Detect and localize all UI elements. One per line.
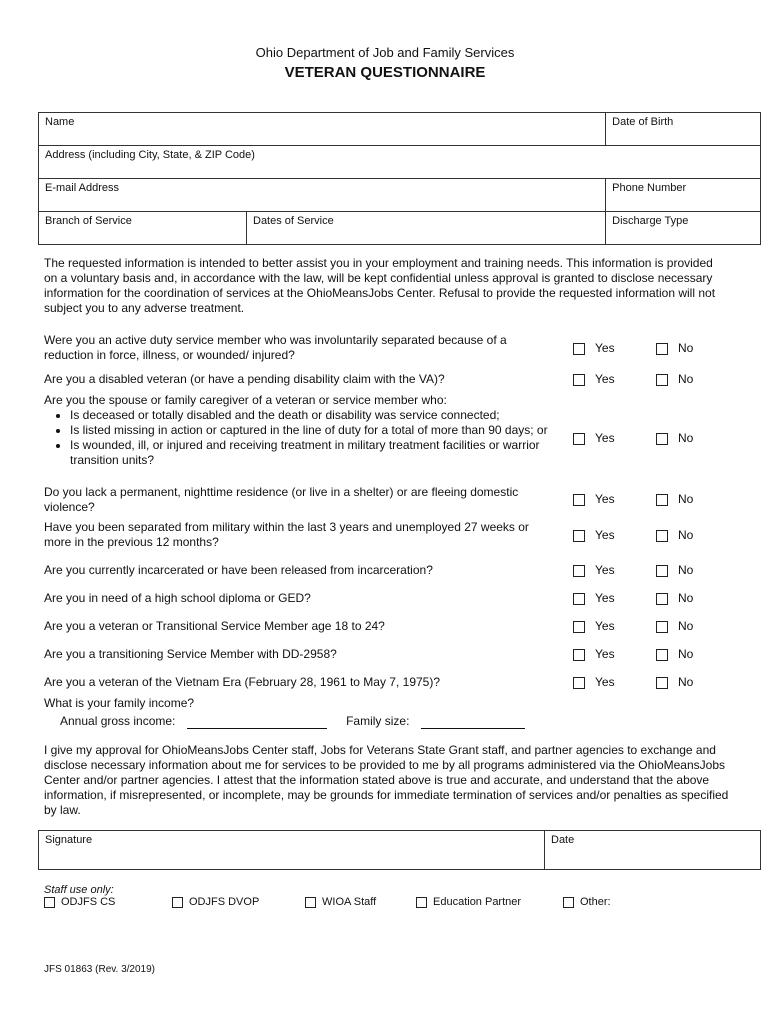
q4-yes-label: Yes xyxy=(595,492,615,506)
question-9: Are you a transitioning Service Member with DD-2958? xyxy=(44,647,337,661)
discharge-field[interactable] xyxy=(606,212,761,245)
email-label: E-mail Address xyxy=(45,182,119,194)
q5-yes-label: Yes xyxy=(595,528,615,542)
q3-bullet-2: • Is listed missing in action or captured in the line of duty for a total of more than 90 days; or xyxy=(70,423,559,438)
family-size-label: Family size: xyxy=(346,714,410,728)
phone-label: Phone Number xyxy=(612,182,687,194)
dob-field[interactable] xyxy=(606,113,761,146)
q5-no[interactable] xyxy=(656,528,693,543)
q3-no[interactable] xyxy=(656,431,693,446)
q3-bullet-3: • Is wounded, ill, or injured and receiving treatment in military treatment facilities or warrior transition units? xyxy=(70,438,559,468)
q6-yes-label: Yes xyxy=(595,563,615,577)
q10-no[interactable] xyxy=(656,675,693,690)
q3-yes[interactable] xyxy=(573,431,615,446)
wioa-checkbox[interactable] xyxy=(305,897,316,908)
q5-yes[interactable] xyxy=(573,528,615,543)
name-label: Name xyxy=(45,116,75,128)
dob-label: Date of Birth xyxy=(612,116,674,128)
question-7: Are you in need of a high school diploma or GED? xyxy=(44,591,311,605)
income-row xyxy=(60,714,560,729)
q8-no-checkbox[interactable] xyxy=(656,621,668,633)
q7-yes-checkbox[interactable] xyxy=(573,593,585,605)
q5-no-label: No xyxy=(678,528,694,542)
address-label: Address (including City, State, & ZIP Code) xyxy=(45,149,255,161)
annual-income-input[interactable] xyxy=(187,716,327,729)
q1-no-checkbox[interactable] xyxy=(656,343,668,355)
q10-yes-label: Yes xyxy=(595,675,615,689)
staff-option-education[interactable] xyxy=(416,896,521,908)
question-3 xyxy=(44,393,559,468)
q3-no-checkbox[interactable] xyxy=(656,433,668,445)
q1-yes[interactable] xyxy=(573,341,615,356)
q5-yes-checkbox[interactable] xyxy=(573,530,585,542)
income-question: What is your family income? xyxy=(44,696,195,710)
annual-income-label: Annual gross income: xyxy=(60,714,176,728)
consent-paragraph: I give my approval for OhioMeansJobs Center staff, Jobs for Veterans State Grant staff, and partner agencies to exchange and disclose necessary information about me for services to be provided to me by all programs administered via the OhioMeansJobs Center and/or partner agencies. I attest that the information stated above is true and accurate, and understand that the above information, if misrepresented, or incomplete, may be grounds for immediate termination of services and/or penalties as specified by law. xyxy=(44,743,729,817)
q6-no[interactable] xyxy=(656,563,693,578)
signature-label: Signature xyxy=(45,834,93,846)
q3-yes-checkbox[interactable] xyxy=(573,433,585,445)
q7-no-label: No xyxy=(678,591,694,605)
name-field[interactable] xyxy=(39,113,606,146)
signature-field[interactable] xyxy=(39,831,545,870)
q1-yes-label: Yes xyxy=(595,341,615,355)
personal-info-table xyxy=(38,112,761,245)
q8-no-label: No xyxy=(678,619,694,633)
q9-yes-label: Yes xyxy=(595,647,615,661)
form-title: VETERAN QUESTIONNAIRE xyxy=(284,64,486,81)
q3-bullet-1: • Is deceased or totally disabled and the death or disability was service connected; xyxy=(70,408,559,423)
q10-yes-checkbox[interactable] xyxy=(573,677,585,689)
q2-no-checkbox[interactable] xyxy=(656,374,668,386)
question-5: Have you been separated from military within the last 3 years and unemployed 27 weeks or more in the previous 12 months? xyxy=(44,520,529,549)
question-3-text: Are you the spouse or family caregiver of a veteran or service member who: xyxy=(44,393,447,407)
q6-no-label: No xyxy=(678,563,694,577)
q10-no-checkbox[interactable] xyxy=(656,677,668,689)
question-1: Were you an active duty service member who was involuntarily separated because of a reduction in force, illness, or wounded/ injured? xyxy=(44,333,507,362)
question-10: Are you a veteran of the Vietnam Era (February 28, 1961 to May 7, 1975)? xyxy=(44,675,441,689)
q10-yes[interactable] xyxy=(573,675,615,690)
q5-no-checkbox[interactable] xyxy=(656,530,668,542)
branch-label: Branch of Service xyxy=(45,215,132,227)
question-8: Are you a veteran or Transitional Service Member age 18 to 24? xyxy=(44,619,385,633)
odjfs-dvop-label: ODJFS DVOP xyxy=(189,896,260,908)
q8-no[interactable] xyxy=(656,619,693,634)
branch-field[interactable] xyxy=(39,212,247,245)
question-3-bullets xyxy=(44,408,559,468)
q8-yes-label: Yes xyxy=(595,619,615,633)
question-6: Are you currently incarcerated or have been released from incarceration? xyxy=(44,563,433,577)
q7-yes-label: Yes xyxy=(595,591,615,605)
staff-option-odjfs-cs[interactable] xyxy=(44,896,115,908)
email-field[interactable] xyxy=(39,179,606,212)
family-size-input[interactable] xyxy=(421,716,525,729)
odjfs-cs-label: ODJFS CS xyxy=(61,896,116,908)
q4-no[interactable] xyxy=(656,492,693,507)
staff-option-wioa[interactable] xyxy=(305,896,376,908)
q1-no-label: No xyxy=(678,341,694,355)
odjfs-dvop-checkbox[interactable] xyxy=(172,897,183,908)
signature-table xyxy=(38,830,761,870)
q2-no-label: No xyxy=(678,372,694,386)
staff-option-odjfs-dvop[interactable] xyxy=(172,896,259,908)
dates-field[interactable] xyxy=(247,212,606,245)
other-label: Other: xyxy=(580,896,611,908)
q2-yes-label: Yes xyxy=(595,372,615,386)
q6-yes[interactable] xyxy=(573,563,615,578)
education-checkbox[interactable] xyxy=(416,897,427,908)
staff-use-label: Staff use only: xyxy=(44,884,114,896)
education-label: Education Partner xyxy=(433,896,522,908)
q1-no[interactable] xyxy=(656,341,693,356)
q9-yes[interactable] xyxy=(573,647,615,662)
q9-yes-checkbox[interactable] xyxy=(573,649,585,661)
odjfs-cs-checkbox[interactable] xyxy=(44,897,55,908)
staff-option-other[interactable] xyxy=(563,896,611,908)
q4-yes-checkbox[interactable] xyxy=(573,494,585,506)
signature-date-field[interactable] xyxy=(545,831,761,870)
agency-name: Ohio Department of Job and Family Services xyxy=(255,45,515,60)
dates-label: Dates of Service xyxy=(253,215,334,227)
q7-no-checkbox[interactable] xyxy=(656,593,668,605)
q4-yes[interactable] xyxy=(573,492,615,507)
address-field[interactable] xyxy=(39,146,761,179)
q4-no-label: No xyxy=(678,492,694,506)
q9-no-label: No xyxy=(678,647,694,661)
q9-no-checkbox[interactable] xyxy=(656,649,668,661)
q7-no[interactable] xyxy=(656,591,693,606)
q10-no-label: No xyxy=(678,675,694,689)
q7-yes[interactable] xyxy=(573,591,615,606)
q2-yes-checkbox[interactable] xyxy=(573,374,585,386)
q2-yes[interactable] xyxy=(573,372,615,387)
other-checkbox[interactable] xyxy=(563,897,574,908)
q3-yes-label: Yes xyxy=(595,431,615,445)
signature-date-label: Date xyxy=(551,834,575,846)
q8-yes-checkbox[interactable] xyxy=(573,621,585,633)
intro-paragraph: The requested information is intended to better assist you in your employment and training needs. This information is provided on a voluntary basis and, in accordance with the law, will be kept confidential unless approval is granted to disclose necessary information for the coordination of services at the OhioMeansJobs Center. Refusal to provide the requested information will not subject you to any adverse treatment. xyxy=(44,256,716,315)
form-number: JFS 01863 (Rev. 3/2019) xyxy=(44,964,155,975)
question-2: Are you a disabled veteran (or have a pending disability claim with the VA)? xyxy=(44,372,445,386)
q8-yes[interactable] xyxy=(573,619,615,634)
q3-no-label: No xyxy=(678,431,694,445)
wioa-label: WIOA Staff xyxy=(322,896,377,908)
question-4: Do you lack a permanent, nighttime residence (or live in a shelter) or are fleeing domestic violence? xyxy=(44,485,519,514)
q6-yes-checkbox[interactable] xyxy=(573,565,585,577)
q2-no[interactable] xyxy=(656,372,693,387)
q6-no-checkbox[interactable] xyxy=(656,565,668,577)
discharge-label: Discharge Type xyxy=(612,215,689,227)
q1-yes-checkbox[interactable] xyxy=(573,343,585,355)
phone-field[interactable] xyxy=(606,179,761,212)
q9-no[interactable] xyxy=(656,647,693,662)
q4-no-checkbox[interactable] xyxy=(656,494,668,506)
